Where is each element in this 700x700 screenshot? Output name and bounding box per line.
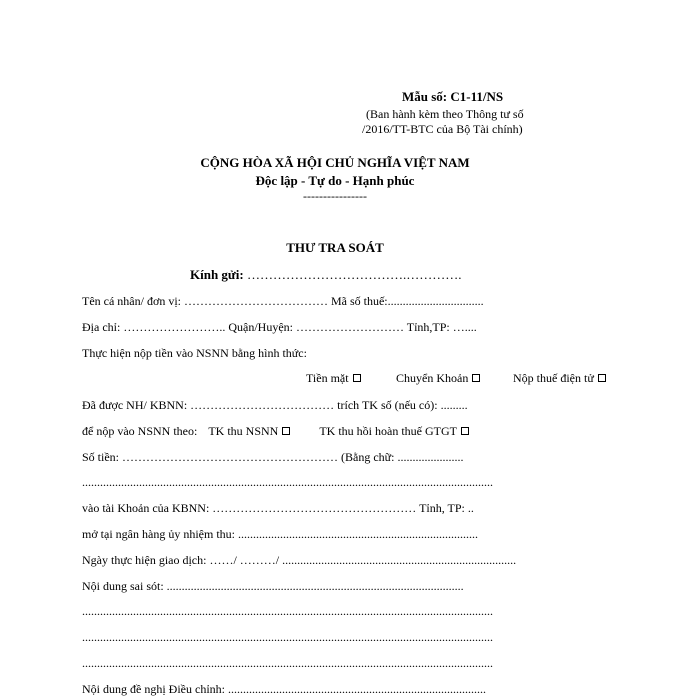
- option-transfer-label: Chuyển Khoản: [396, 371, 469, 385]
- row-transaction-date: Ngày thực hiện giao dịch: ……/ ………/ ..............................................................................: [82, 553, 517, 567]
- greeting-row: [190, 267, 461, 283]
- option-cash-label: Tiền mặt: [306, 371, 349, 385]
- form-code: Mẫu số: C1-11/NS: [402, 89, 504, 104]
- issued-note-line2: /2016/TT-BTC của Bộ Tài chính): [362, 122, 523, 136]
- row-address: Địa chỉ: …………………….. Quận/Huyện: ……………………… Tỉnh,TP: …....: [82, 320, 477, 334]
- checkbox-cash[interactable]: [353, 374, 361, 382]
- issued-note-line1: (Ban hành kèm theo Thông tư số: [366, 107, 524, 121]
- option-cash: [306, 371, 361, 386]
- option-etax-label: Nộp thuế điện tử: [513, 371, 594, 385]
- row-collecting-bank: mở tại ngân hàng ủy nhiệm thu: ................................................................................: [82, 527, 478, 541]
- option-tk-thu-hoi-label: TK thu hồi hoàn thuế GTGT: [319, 424, 457, 438]
- row-amount: Số tiền: ……………………………………………… (Bằng chữ: ......................: [82, 450, 464, 464]
- row-error-line-3: .........................................................................................................................................: [82, 630, 493, 644]
- option-transfer: [396, 371, 480, 386]
- row-amount-continued: .........................................................................................................................................: [82, 475, 493, 489]
- row-bank-account: Đã được NH/ KBNN: ……………………………… trích TK số (nếu có): .........: [82, 398, 468, 412]
- motto: Độc lập - Tự do - Hạnh phúc: [255, 173, 415, 188]
- row-payment-method-label: Thực hiện nộp tiền vào NSNN bằng hình thức:: [82, 346, 307, 360]
- greeting-blank: ……………………………….………….: [246, 267, 462, 282]
- country-name: CỘNG HÒA XÃ HỘI CHỦ NGHĨA VIỆT NAM: [200, 155, 470, 170]
- divider: ----------------: [303, 189, 367, 203]
- checkbox-tk-thu-hoi[interactable]: [461, 427, 469, 435]
- document-title: THƯ TRA SOÁT: [286, 240, 384, 255]
- checkbox-transfer[interactable]: [472, 374, 480, 382]
- checkbox-tk-thu-nsnn[interactable]: [282, 427, 290, 435]
- row-error-line-2: .........................................................................................................................................: [82, 604, 493, 618]
- budget-account-label: để nộp vào NSNN theo:: [82, 424, 198, 438]
- row-name-taxcode: Tên cá nhân/ đơn vị: ……………………………… Mã số thuế:................................: [82, 294, 484, 308]
- option-etax: [513, 371, 594, 386]
- option-tk-thu-nsnn-label: TK thu NSNN: [208, 424, 279, 438]
- row-error-content: Nội dung sai sót: ...................................................................................................: [82, 579, 464, 593]
- row-error-line-4: .........................................................................................................................................: [82, 656, 493, 670]
- row-treasury-account: vào tài Khoản của KBNN: …………………………………………… Tỉnh, TP: ..: [82, 501, 474, 515]
- greeting-label: Kính gửi:: [190, 267, 244, 282]
- checkbox-etax[interactable]: [598, 374, 606, 382]
- row-budget-account: [82, 424, 469, 439]
- row-adjustment-request: Nội dung đề nghị Điều chỉnh: ......................................................................................: [82, 682, 486, 696]
